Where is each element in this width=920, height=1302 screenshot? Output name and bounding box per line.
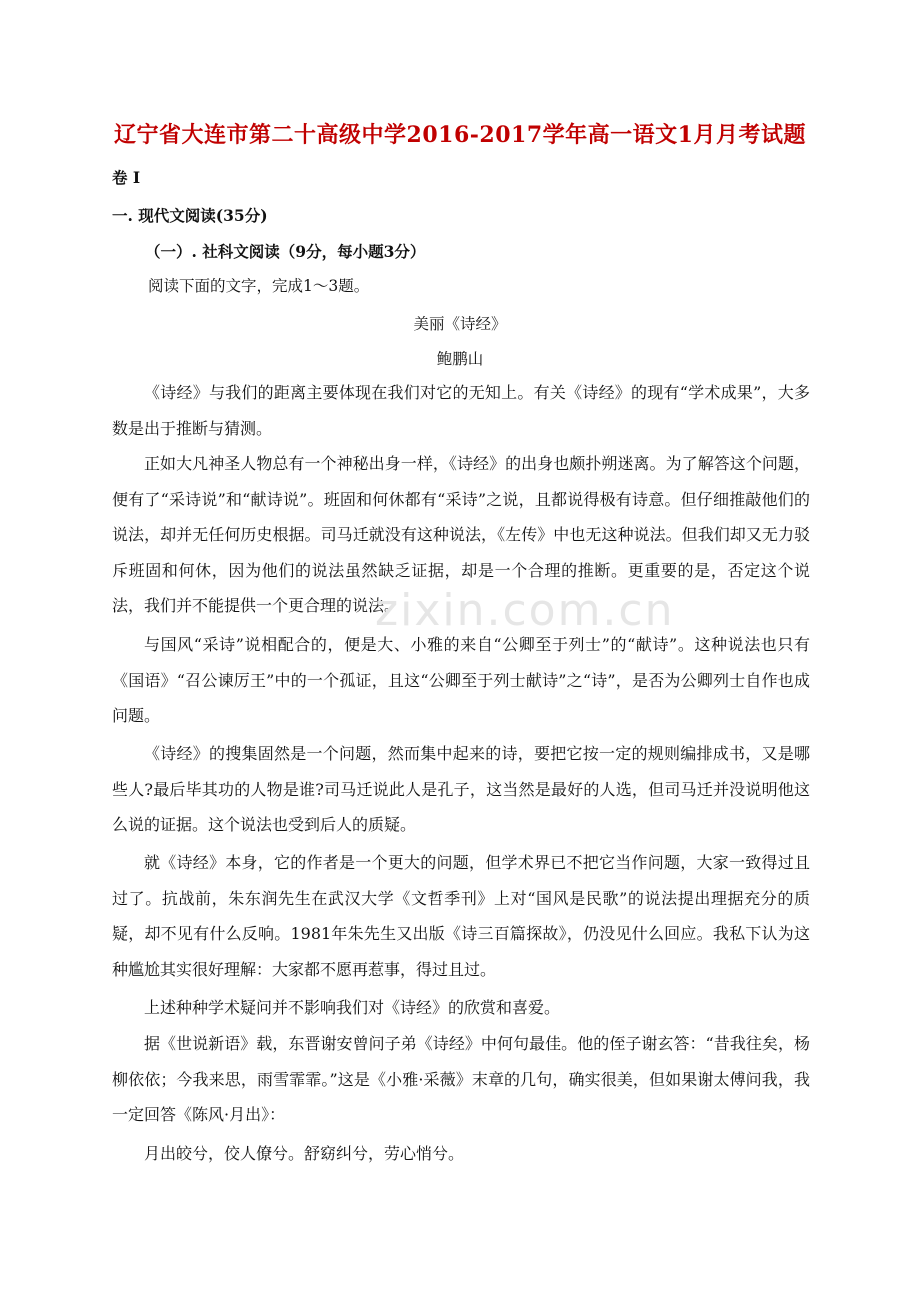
- section-heading: 一. 现代文阅读(35分): [112, 206, 268, 225]
- article-paragraph-3: 与国风“采诗”说相配合的，便是大、小雅的来自“公卿至于列士”的“献诗”。这种说法也只有《国语》“召公谏厉王”中的一个孤证，且这“公卿至于列士献诗”之“诗”，是否为公卿列士自作也成问题。: [112, 635, 810, 725]
- volume-label: 卷 I: [112, 168, 141, 187]
- article-paragraph-1: 《诗经》与我们的距离主要体现在我们对它的无知上。有关《诗经》的现有“学术成果”，大多数是出于推断与猜测。: [112, 383, 810, 438]
- article-paragraph-5: 就《诗经》本身，它的作者是一个更大的问题，但学术界已不把它当作问题，大家一致得过且过了。抗战前，朱东润先生在武汉大学《文哲季刊》上对“国风是民歌”的说法提出理据充分的质疑，却不见有什么反响。1981年朱先生又出版《诗三百篇探故》，仍没见什么回应。我私下认为这种尴尬其实很好理解：大家都不愿再惹事，得过且过。: [112, 853, 810, 979]
- reading-instruction: 阅读下面的文字，完成1～3题。: [148, 277, 370, 295]
- article-paragraph-4: 《诗经》的搜集固然是一个问题，然而集中起来的诗，要把它按一定的规则编排成书，又是哪些人?最后毕其功的人物是谁?司马迁说此人是孔子，这当然是最好的人选，但司马迁并没说明他这么说的证据。这个说法也受到后人的质疑。: [112, 744, 810, 834]
- article-paragraph-6: 上述种种学术疑问并不影响我们对《诗经》的欣赏和喜爱。: [144, 998, 561, 1017]
- article-paragraph-7: 据《世说新语》载，东晋谢安曾问子弟《诗经》中何句最佳。他的侄子谢玄答：“昔我往矣，杨柳依依；今我来思，雨雪霏霏。”这是《小雅·采薇》末章的几句，确实很美，但如果谢太傅问我，我一定回答《陈风·月出》：: [112, 1034, 810, 1124]
- article-paragraph-2: 正如大凡神圣人物总有一个神秘出身一样，《诗经》的出身也颇扑朔迷离。为了解答这个问题，便有了“采诗说”和“献诗说”。班固和何休都有“采诗”之说，且都说得极有诗意。但仔细推敲他们的说法，却并无任何历史根据。司马迁就没有这种说法，《左传》中也无这种说法。但我们却又无力驳斥班固和何休，因为他们的说法虽然缺乏证据，却是一个合理的推断。更重要的是，否定这个说法，我们并不能提供一个更合理的说法。: [112, 454, 810, 615]
- page-title: 辽宁省大连市第二十高级中学2016-2017学年高一语文1月月考试题: [114, 122, 806, 148]
- article-title: 美丽《诗经》: [413, 315, 507, 333]
- subsection-heading: （一）. 社科文阅读（9分，每小题3分）: [145, 242, 426, 261]
- article-author: 鲍鹏山: [436, 350, 484, 368]
- poem-line: 月出皎兮，佼人僚兮。舒窈纠兮，劳心悄兮。: [144, 1144, 465, 1163]
- watermark: zixin.com.cn: [375, 585, 675, 636]
